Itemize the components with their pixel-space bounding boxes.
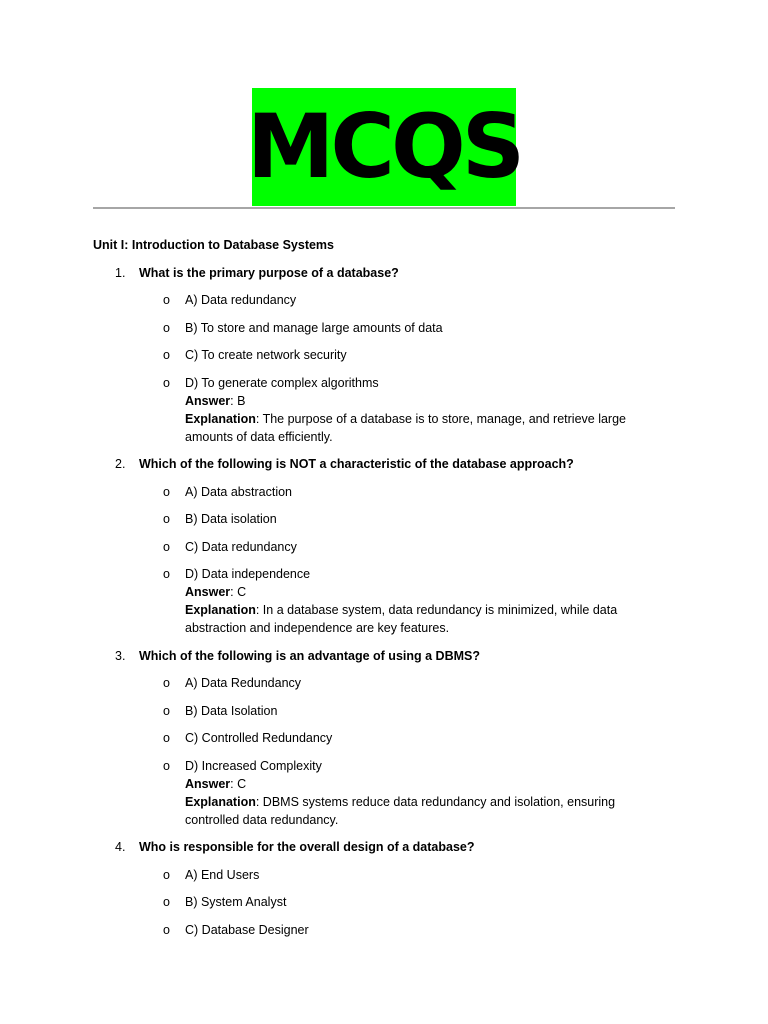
option-list bbox=[93, 291, 653, 392]
option-text: D) Data independence bbox=[185, 567, 311, 581]
option-text: A) End Users bbox=[185, 867, 260, 882]
option-text: B) Data Isolation bbox=[185, 703, 278, 718]
title-divider bbox=[93, 207, 675, 209]
question bbox=[93, 455, 653, 473]
question-text: What is the primary purpose of a database? bbox=[139, 265, 399, 280]
question bbox=[93, 647, 653, 665]
bullet-icon: o bbox=[163, 512, 170, 526]
explanation-label: Explanation bbox=[185, 794, 256, 809]
answer-value: C bbox=[237, 585, 247, 599]
question-number: 3. bbox=[115, 648, 126, 663]
explanation-label: Explanation bbox=[185, 411, 256, 426]
option-list bbox=[93, 483, 653, 584]
question bbox=[93, 838, 653, 856]
question bbox=[93, 264, 653, 282]
explanation-line: Explanation: In a database system, data redundancy is minimized, while data abstraction and independence are key features. bbox=[185, 603, 618, 635]
option-item bbox=[93, 729, 653, 747]
document-body bbox=[93, 236, 653, 939]
explanation-line: Explanation: DBMS systems reduce data redundancy and isolation, ensuring controlled data redundancy. bbox=[185, 794, 616, 827]
option-item bbox=[93, 565, 653, 583]
option-item bbox=[93, 374, 653, 392]
bullet-icon: o bbox=[163, 867, 170, 882]
bullet-icon: o bbox=[163, 567, 170, 581]
option-list bbox=[93, 674, 653, 775]
option-item bbox=[93, 757, 653, 775]
option-text: B) System Analyst bbox=[185, 895, 287, 909]
bullet-icon: o bbox=[163, 731, 170, 745]
option-item bbox=[93, 346, 653, 364]
option-text: D) To generate complex algorithms bbox=[185, 375, 379, 390]
option-text: C) Data redundancy bbox=[185, 539, 297, 554]
unit-heading: Unit I: Introduction to Database Systems bbox=[93, 238, 335, 252]
title-banner bbox=[246, 88, 522, 206]
bullet-icon: o bbox=[163, 293, 170, 307]
explanation-text: The purpose of a database is to store, manage, and retrieve large amounts of data efficiently. bbox=[185, 411, 626, 444]
option-item bbox=[93, 866, 653, 884]
bullet-icon: o bbox=[163, 895, 170, 909]
explanation-label: Explanation bbox=[185, 603, 256, 617]
option-item bbox=[93, 291, 653, 309]
question-number: 2. bbox=[115, 457, 126, 471]
bullet-icon: o bbox=[163, 676, 170, 690]
option-item bbox=[93, 319, 653, 337]
explanation-text: DBMS systems reduce data redundancy and isolation, ensuring controlled data redundancy. bbox=[185, 794, 616, 827]
option-list bbox=[93, 866, 653, 939]
option-text: A) Data Redundancy bbox=[185, 676, 302, 690]
bullet-icon: o bbox=[163, 703, 170, 718]
bullet-icon: o bbox=[163, 348, 170, 362]
option-item bbox=[93, 483, 653, 501]
question-list bbox=[93, 264, 653, 939]
option-text: B) To store and manage large amounts of data bbox=[185, 320, 443, 335]
question-text: Which of the following is an advantage of using a DBMS? bbox=[139, 648, 480, 663]
answer-value: B bbox=[237, 393, 246, 408]
explanation-text: In a database system, data redundancy is minimized, while data abstraction and independence are key features. bbox=[185, 603, 618, 635]
option-item bbox=[93, 702, 653, 720]
explanation-line: Explanation: The purpose of a database is to store, manage, and retrieve large amounts of data efficiently. bbox=[185, 411, 626, 444]
question-number: 4. bbox=[115, 840, 126, 854]
bullet-icon: o bbox=[163, 758, 170, 773]
answer-line: Answer: B bbox=[185, 393, 246, 408]
answer-label: Answer bbox=[185, 393, 231, 408]
option-item bbox=[93, 921, 653, 939]
answer-line: Answer: C bbox=[185, 585, 247, 599]
answer-label: Answer bbox=[185, 585, 231, 599]
option-text: C) Database Designer bbox=[185, 922, 309, 937]
bullet-icon: o bbox=[163, 320, 170, 335]
page-title: MCQS bbox=[246, 95, 522, 198]
option-text: D) Increased Complexity bbox=[185, 758, 322, 773]
answer-value: C bbox=[237, 776, 247, 791]
answer-line: Answer: C bbox=[185, 776, 247, 791]
option-text: C) Controlled Redundancy bbox=[185, 731, 333, 745]
question-text: Who is responsible for the overall design of a database? bbox=[139, 840, 475, 854]
option-text: A) Data abstraction bbox=[185, 484, 292, 499]
bullet-icon: o bbox=[163, 922, 170, 937]
option-item bbox=[93, 674, 653, 692]
option-item bbox=[93, 538, 653, 556]
answer-label: Answer bbox=[185, 776, 231, 791]
option-item bbox=[93, 510, 653, 528]
bullet-icon: o bbox=[163, 484, 170, 499]
bullet-icon: o bbox=[163, 539, 170, 554]
option-item bbox=[93, 893, 653, 911]
option-text: B) Data isolation bbox=[185, 512, 277, 526]
question-text: Which of the following is NOT a characteristic of the database approach? bbox=[139, 457, 574, 471]
option-text: A) Data redundancy bbox=[185, 293, 297, 307]
option-text: C) To create network security bbox=[185, 348, 347, 362]
question-number: 1. bbox=[115, 265, 126, 280]
bullet-icon: o bbox=[163, 375, 170, 390]
